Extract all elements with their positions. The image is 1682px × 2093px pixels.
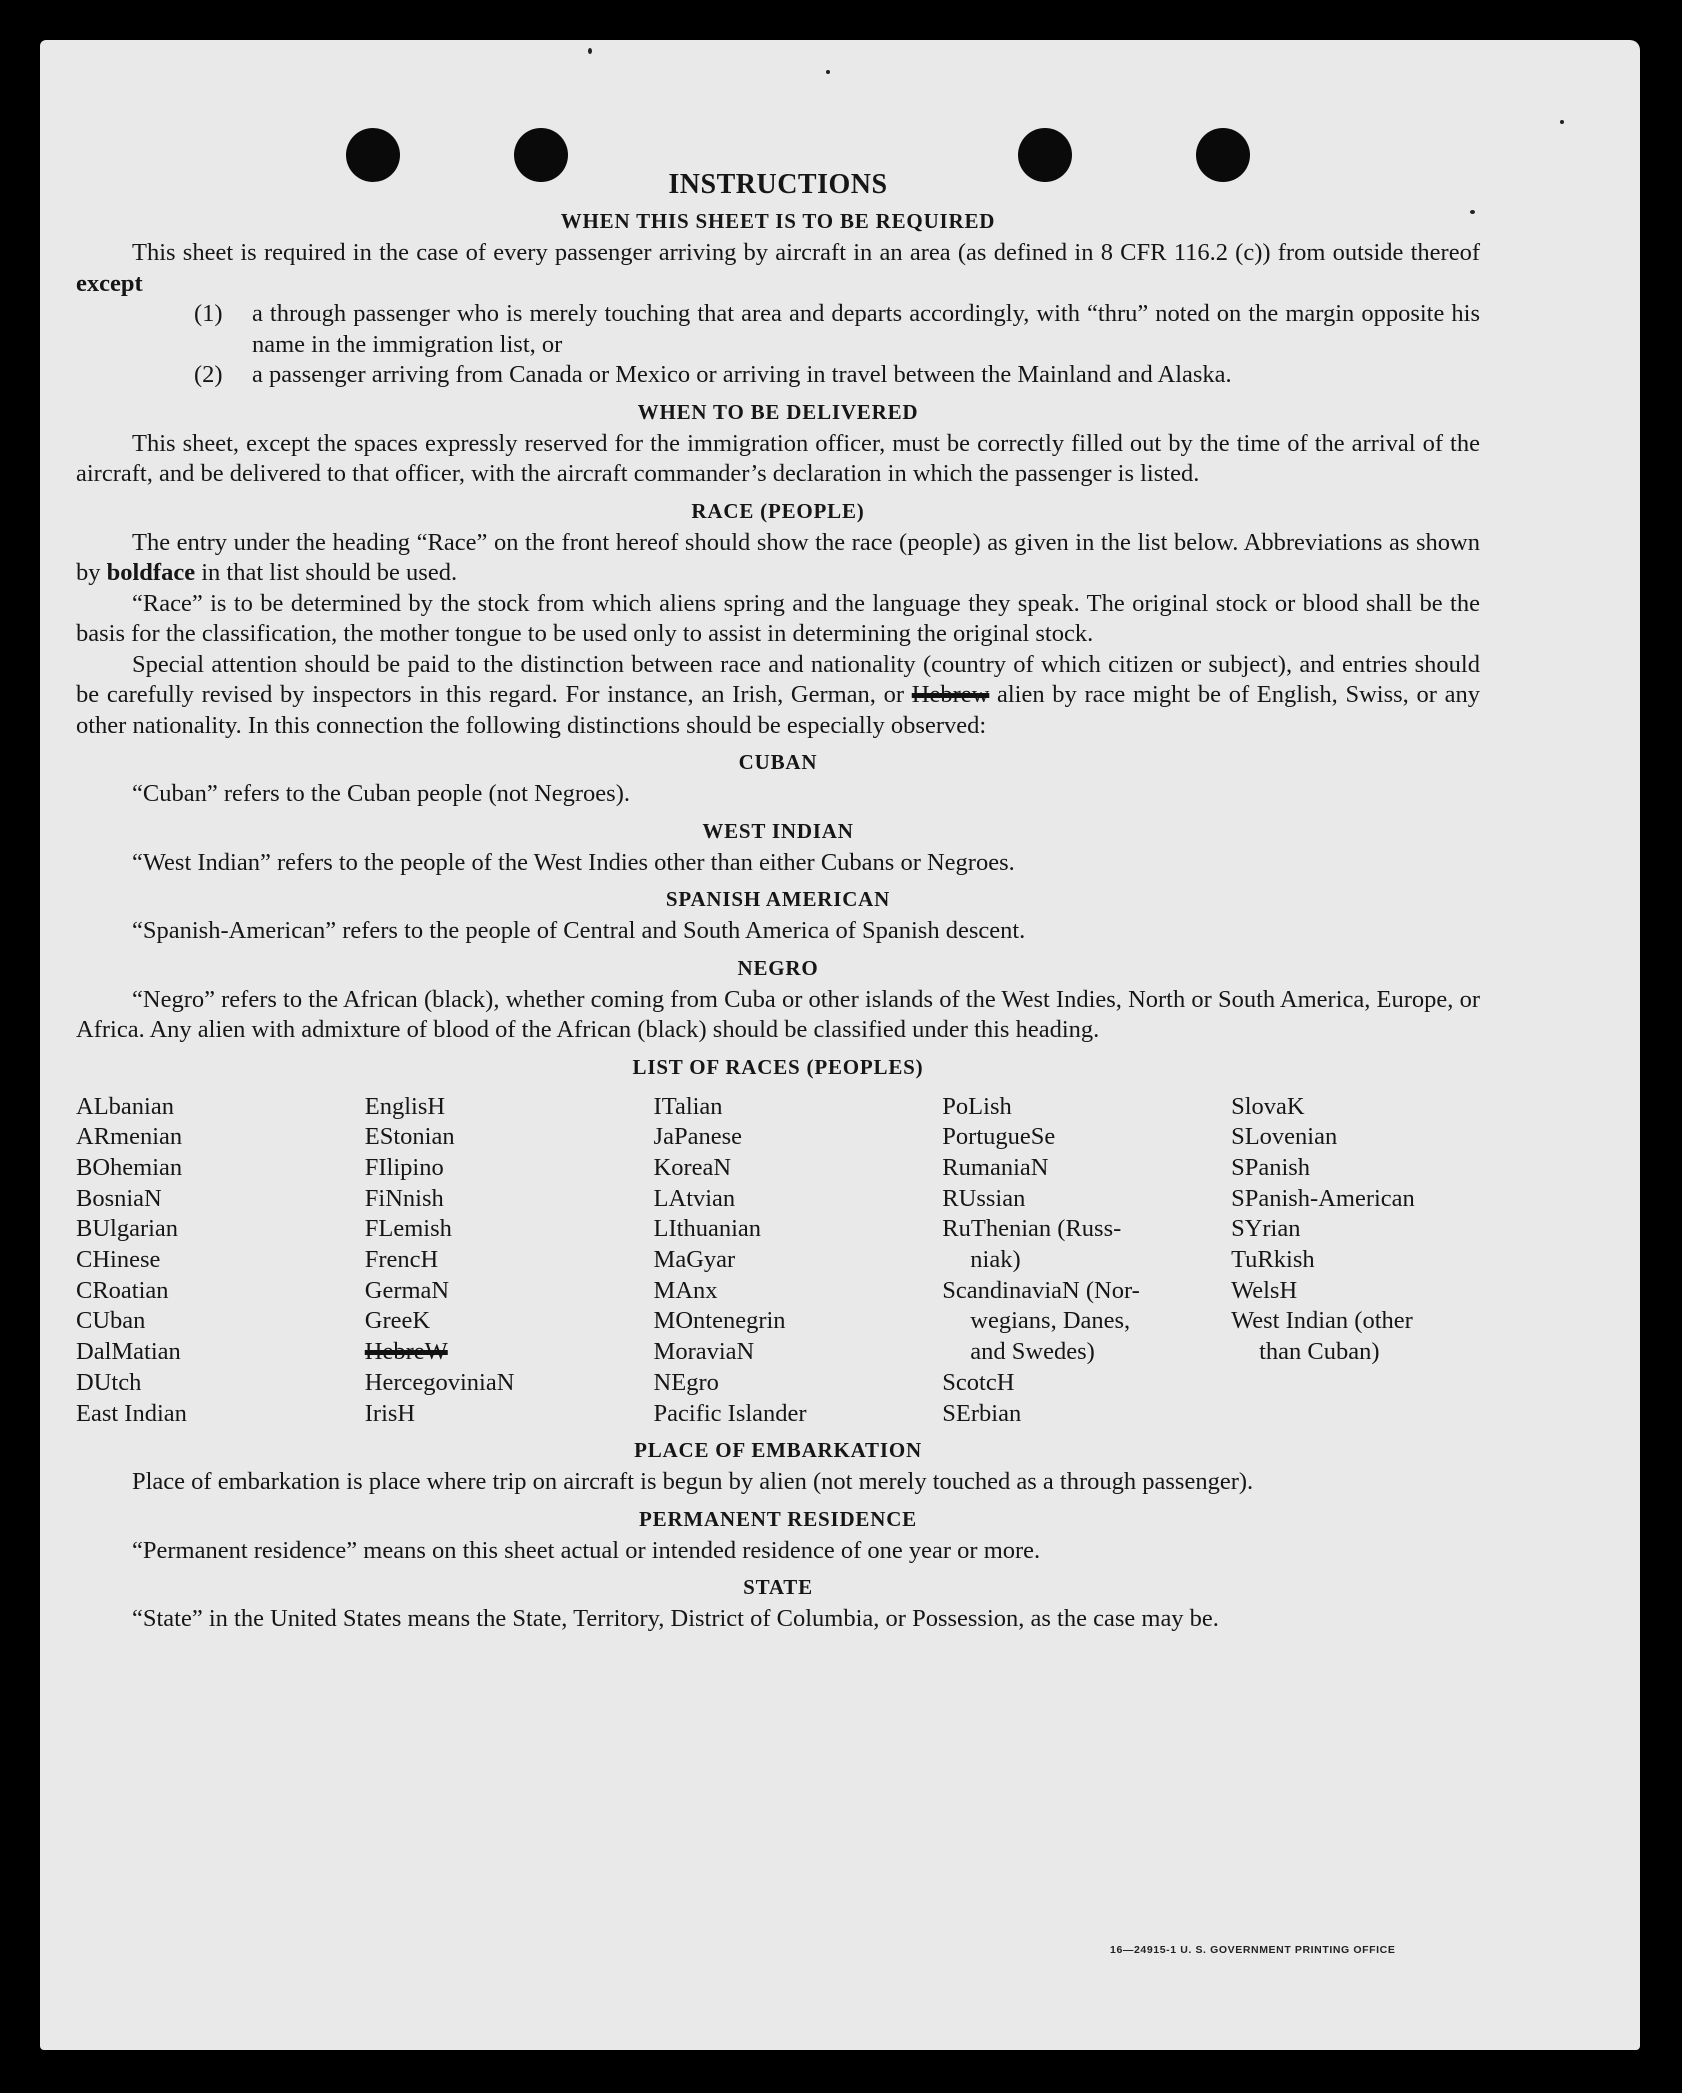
race-entry: JaPanese (653, 1123, 742, 1151)
ink-speck (1560, 120, 1564, 124)
bold-term: boldface (106, 559, 196, 586)
race-column (654, 1092, 943, 1430)
race-entry: CUban (76, 1307, 146, 1335)
section-heading-race: RACE (PEOPLE) (691, 498, 865, 523)
race-entry: RuThenian (Russ- (942, 1215, 1122, 1243)
race-entry: ALbanian (76, 1092, 174, 1120)
bold-term: except (76, 269, 143, 297)
list-text: a passenger arriving from Canada or Mexico or arriving in travel between the Mainland and Alaska. (252, 361, 1232, 388)
race-entry: MoraviaN (653, 1338, 755, 1366)
paragraph-residence: “Permanent residence” means on this sheet actual or intended residence of one year or more. (132, 1536, 1041, 1564)
section-heading-west-indian: WEST INDIAN (702, 818, 854, 843)
race-entry: EnglisH (364, 1092, 446, 1120)
race-entry: HercegoviniaN (364, 1368, 515, 1396)
race-entry: ScotcH (942, 1368, 1015, 1396)
race-entry: RUssian (942, 1184, 1026, 1212)
paragraph-when-required (76, 238, 1480, 299)
ink-speck (588, 48, 592, 54)
struck-word: Hebrew (911, 681, 990, 708)
race-column (76, 1092, 365, 1430)
section-heading-spanish-american: SPANISH AMERICAN (665, 887, 891, 911)
paragraph-text: alien by race might be of English, Swiss, or any other nationality. In this connection the following distinctions should be especially observed: (76, 681, 1480, 739)
race-entry: IrisH (364, 1399, 416, 1427)
section-heading-when-required: WHEN THIS SHEET IS TO BE REQUIRED (560, 209, 996, 233)
race-entry: MOntenegrin (653, 1307, 786, 1335)
race-entry: FLemish (364, 1215, 452, 1243)
race-entry: SErbian (942, 1399, 1022, 1427)
paragraph-negro: “Negro” refers to the African (black), whether coming from Cuba or other islands of the West Indies, North or South America, Europe, or Africa. Any alien with admixture of blood of the African (black) should be classified under this heading. (76, 985, 1480, 1043)
race-entry: RumaniaN (942, 1153, 1049, 1181)
race-entry: and Swedes) (970, 1338, 1095, 1366)
paragraph-spanish-american: “Spanish-American” refers to the people of Central and South America of Spanish descent. (132, 917, 1026, 944)
section-heading-list-of-races: LIST OF RACES (PEOPLES) (632, 1054, 924, 1079)
race-entry: Pacific Islander (653, 1399, 807, 1427)
race-entry: BUlgarian (76, 1215, 179, 1243)
race-entry: ARmenian (76, 1123, 183, 1151)
section-heading-cuban: CUBAN (738, 750, 818, 774)
race-column (942, 1092, 1231, 1430)
race-entry: MaGyar (653, 1246, 736, 1274)
race-entry: niak) (970, 1246, 1021, 1274)
race-entry: PortugueSe (942, 1123, 1056, 1151)
paragraph-embarkation: Place of embarkation is place where trip on aircraft is begun by alien (not merely touched as a through passenger). (132, 1468, 1254, 1496)
race-entry: PoLish (942, 1092, 1012, 1120)
race-entry: SPanish-American (1231, 1184, 1415, 1212)
race-entry: CHinese (76, 1246, 161, 1274)
race-entry: MAnx (653, 1276, 718, 1304)
race-entry: ScandinaviaN (Nor- (942, 1276, 1140, 1304)
race-entry: HebreW (364, 1338, 448, 1366)
race-entry: CRoatian (76, 1276, 169, 1304)
race-entry: GermaN (364, 1276, 450, 1304)
race-entry: TuRkish (1231, 1246, 1315, 1274)
race-entry: than Cuban) (1259, 1338, 1380, 1366)
race-entry: SlovaK (1231, 1092, 1305, 1120)
race-entry: SYrian (1231, 1215, 1301, 1243)
section-heading-state: STATE (743, 1575, 813, 1600)
race-entry: FiNnish (364, 1184, 444, 1212)
race-entry: GreeK (364, 1307, 431, 1335)
paragraph-text: in that list should be used. (201, 559, 458, 586)
section-heading-negro: NEGRO (737, 955, 819, 980)
list-number: (2) (194, 361, 223, 388)
paragraph-text: Special attention should be paid to the distinction between race and nationality (country of which citizen or subject), and entries should be carefully revised by inspectors in this regard. For instance, an Irish, German, or (76, 650, 1480, 708)
race-entry: ITalian (653, 1092, 723, 1120)
race-entry: SPanish (1231, 1153, 1311, 1181)
list-item (194, 360, 1480, 391)
section-heading-embarkation: PLACE OF EMBARKATION (634, 1438, 922, 1463)
race-entry: LIthuanian (653, 1215, 762, 1243)
paragraph-race-2: “Race” is to be determined by the stock from which aliens spring and the language they speak. The original stock or blood shall be the basis for the classification, the mother tongue to be used only to assist in determining the original stock. (76, 589, 1480, 647)
race-entry: East Indian (76, 1399, 187, 1427)
list-number: (1) (194, 300, 223, 327)
paragraph-when-delivered: This sheet, except the spaces expressly reserved for the immigration officer, must be correctly filled out by the time of the arrival of the aircraft, and be delivered to that officer, with the aircraft commander’s declaration in which the passenger is listed. (76, 429, 1480, 487)
paragraph-west-indian: “West Indian” refers to the people of the West Indies other than either Cubans or Negroes. (132, 848, 1015, 876)
list-item (194, 299, 1480, 360)
race-entry: NEgro (653, 1368, 719, 1396)
race-column (365, 1092, 654, 1430)
race-entry: wegians, Danes, (970, 1307, 1131, 1335)
race-entry: DalMatian (76, 1338, 181, 1366)
paragraph-cuban: “Cuban” refers to the Cuban people (not Negroes). (132, 780, 630, 807)
race-entry: SLovenian (1231, 1123, 1338, 1151)
race-entry: LAtvian (653, 1184, 736, 1212)
race-entry: FIlipino (364, 1153, 444, 1181)
race-entry: DUtch (76, 1368, 142, 1396)
printer-imprint: 16—24915-1 U. S. GOVERNMENT PRINTING OFFICE (1110, 1944, 1396, 1956)
paragraph-race-3 (76, 650, 1480, 742)
document-body (76, 164, 1480, 1635)
list-text: a through passenger who is merely touching that area and departs accordingly, with “thru” noted on the margin opposite his name in the immigration list, or (252, 300, 1480, 358)
paragraph-text: This sheet is required in the case of every passenger arriving by aircraft in an area (as defined in 8 CFR 116.2 (c)) from outside thereof (132, 239, 1480, 266)
race-entry: WelsH (1231, 1276, 1298, 1304)
race-entry: FrencH (364, 1246, 439, 1274)
paragraph-text: The entry under the heading “Race” on the front hereof should show the race (people) as given in the list below. Abbreviations as shown by (76, 528, 1480, 586)
race-column (1231, 1092, 1480, 1430)
section-heading-residence: PERMANENT RESIDENCE (639, 1506, 917, 1531)
race-entry: EStonian (364, 1123, 455, 1151)
race-entry: BosniaN (76, 1184, 162, 1212)
race-list (76, 1092, 1480, 1430)
paragraph-state: “State” in the United States means the State, Territory, District of Columbia, or Possession, as the case may be. (132, 1605, 1219, 1633)
page-title: INSTRUCTIONS (668, 169, 888, 200)
race-entry: West Indian (other (1231, 1307, 1413, 1335)
ink-speck (826, 70, 830, 74)
race-entry: BOhemian (76, 1153, 183, 1181)
paragraph-race-1 (76, 528, 1480, 589)
race-entry: KoreaN (653, 1153, 732, 1181)
section-heading-when-delivered: WHEN TO BE DELIVERED (637, 399, 919, 424)
